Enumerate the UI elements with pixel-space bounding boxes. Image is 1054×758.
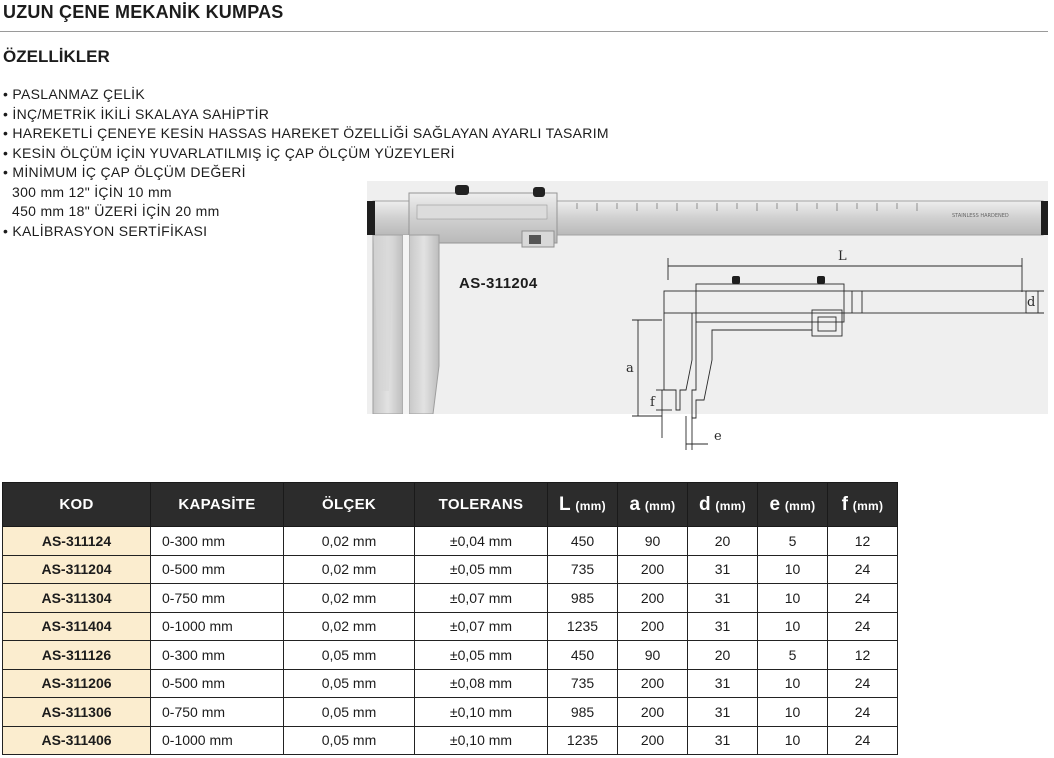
table-cell: 1235 <box>548 612 618 641</box>
table-cell: 0-1000 mm <box>151 726 284 755</box>
table-cell: 735 <box>548 555 618 584</box>
table-cell: 90 <box>618 527 688 556</box>
table-cell: 1235 <box>548 726 618 755</box>
table-cell: ±0,07 mm <box>415 584 548 613</box>
table-cell: 24 <box>828 726 898 755</box>
table-cell: 0,05 mm <box>284 698 415 727</box>
table-cell: 0,05 mm <box>284 726 415 755</box>
table-cell: 0-750 mm <box>151 584 284 613</box>
product-code-cell: AS-311306 <box>3 698 151 727</box>
table-row <box>3 584 898 613</box>
table-cell: ±0,05 mm <box>415 555 548 584</box>
table-cell: 200 <box>618 669 688 698</box>
table-cell: 0-500 mm <box>151 669 284 698</box>
table-cell: 0,02 mm <box>284 555 415 584</box>
table-cell: 31 <box>688 698 758 727</box>
table-cell: 31 <box>688 612 758 641</box>
table-cell: 24 <box>828 698 898 727</box>
table-cell: 200 <box>618 726 688 755</box>
label-a: a <box>626 361 634 376</box>
table-cell: 0,05 mm <box>284 669 415 698</box>
table-cell: 450 <box>548 641 618 670</box>
table-cell: 24 <box>828 584 898 613</box>
table-cell: 985 <box>548 584 618 613</box>
table-cell: 0,02 mm <box>284 527 415 556</box>
table-row <box>3 698 898 727</box>
table-cell: ±0,10 mm <box>415 726 548 755</box>
table-cell: ±0,05 mm <box>415 641 548 670</box>
table-cell: ±0,10 mm <box>415 698 548 727</box>
table-header-row <box>3 483 898 527</box>
label-d: d <box>1027 295 1036 310</box>
table-cell: 10 <box>758 555 828 584</box>
table-cell: ±0,04 mm <box>415 527 548 556</box>
model-label: AS-311204 <box>459 275 538 292</box>
table-cell: 0-1000 mm <box>151 612 284 641</box>
table-cell: 0-500 mm <box>151 555 284 584</box>
table-cell: 20 <box>688 527 758 556</box>
scale-text: STAINLESS HARDENED <box>952 213 1009 219</box>
section-title: ÖZELLİKLER <box>3 47 110 66</box>
table-cell: 31 <box>688 669 758 698</box>
feature-subitem: 300 mm 12" İÇİN 10 mm <box>12 183 172 200</box>
header-olcek: ÖLÇEK <box>284 483 415 527</box>
table-cell: 5 <box>758 527 828 556</box>
title-divider <box>0 31 1048 32</box>
label-L: L <box>838 249 847 264</box>
product-code-cell: AS-311304 <box>3 584 151 613</box>
table-cell: 24 <box>828 669 898 698</box>
table-row <box>3 641 898 670</box>
header-d: d (mm) <box>688 483 758 527</box>
feature-item: • PASLANMAZ ÇELİK <box>3 86 146 102</box>
header-kod: KOD <box>3 483 151 527</box>
table-cell: 20 <box>688 641 758 670</box>
feature-item: • İNÇ/METRİK İKİLİ SKALAYA SAHİPTİR <box>3 105 270 122</box>
table-cell: 450 <box>548 527 618 556</box>
header-e: e (mm) <box>758 483 828 527</box>
product-code-cell: AS-311406 <box>3 726 151 755</box>
label-f: f <box>650 395 655 410</box>
table-cell: 735 <box>548 669 618 698</box>
feature-item: • MİNİMUM İÇ ÇAP ÖLÇÜM DEĞERİ <box>3 164 246 180</box>
product-code-cell: AS-311204 <box>3 555 151 584</box>
table-cell: 10 <box>758 726 828 755</box>
feature-subitem: 450 mm 18" ÜZERİ İÇİN 20 mm <box>12 203 220 219</box>
table-cell: 10 <box>758 584 828 613</box>
table-cell: 10 <box>758 669 828 698</box>
table-cell: ±0,08 mm <box>415 669 548 698</box>
spec-table <box>2 482 898 755</box>
table-row <box>3 555 898 584</box>
table-cell: 200 <box>618 612 688 641</box>
table-cell: 0-300 mm <box>151 641 284 670</box>
page-title: UZUN ÇENE MEKANİK KUMPAS <box>3 2 284 22</box>
table-cell: 0,02 mm <box>284 612 415 641</box>
table-cell: 24 <box>828 555 898 584</box>
header-tolerans: TOLERANS <box>415 483 548 527</box>
product-code-cell: AS-311124 <box>3 527 151 556</box>
table-cell: 31 <box>688 584 758 613</box>
table-cell: 200 <box>618 584 688 613</box>
table-row <box>3 612 898 641</box>
header-L: L (mm) <box>548 483 618 527</box>
table-cell: 200 <box>618 698 688 727</box>
header-a: a (mm) <box>618 483 688 527</box>
table-cell: 0-750 mm <box>151 698 284 727</box>
table-cell: 10 <box>758 698 828 727</box>
table-cell: 0-300 mm <box>151 527 284 556</box>
feature-item: • KALİBRASYON SERTİFİKASI <box>3 222 208 239</box>
product-code-cell: AS-311206 <box>3 669 151 698</box>
header-kapasite: KAPASİTE <box>151 483 284 527</box>
table-cell: 10 <box>758 612 828 641</box>
product-code-cell: AS-311126 <box>3 641 151 670</box>
feature-item: • HAREKETLİ ÇENEYE KESİN HASSAS HAREKET ÖZELLİĞİ SAĞLAYAN AYARLI TASARIM <box>3 125 609 141</box>
table-cell: 24 <box>828 612 898 641</box>
table-row <box>3 726 898 755</box>
table-cell: 12 <box>828 527 898 556</box>
table-cell: 200 <box>618 555 688 584</box>
header-f: f (mm) <box>828 483 898 527</box>
table-row <box>3 669 898 698</box>
feature-item: • KESİN ÖLÇÜM İÇİN YUVARLATILMIŞ İÇ ÇAP ÖLÇÜM YÜZEYLERİ <box>3 144 455 161</box>
product-code-cell: AS-311404 <box>3 612 151 641</box>
dimension-drawing <box>612 240 1048 458</box>
table-cell: ±0,07 mm <box>415 612 548 641</box>
table-cell: 31 <box>688 726 758 755</box>
table-cell: 985 <box>548 698 618 727</box>
table-cell: 12 <box>828 641 898 670</box>
table-cell: 31 <box>688 555 758 584</box>
label-e: e <box>714 429 722 444</box>
table-cell: 0,02 mm <box>284 584 415 613</box>
table-row <box>3 527 898 556</box>
table-cell: 5 <box>758 641 828 670</box>
table-cell: 0,05 mm <box>284 641 415 670</box>
table-cell: 90 <box>618 641 688 670</box>
